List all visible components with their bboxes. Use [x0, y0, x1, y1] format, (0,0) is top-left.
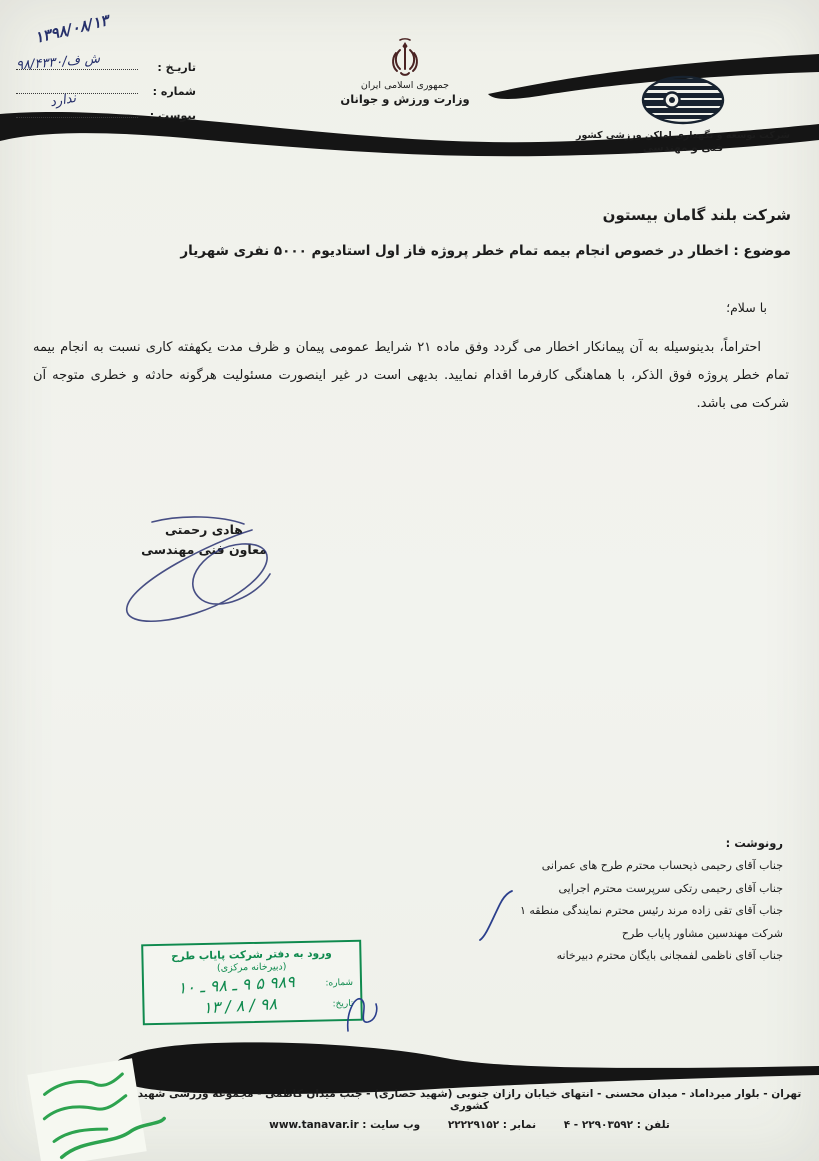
- stamp-number-label: شماره:: [325, 977, 354, 988]
- subject-line: موضوع : اخطار در خصوص انجام بیمه تمام خطر پروژه فاز اول استادیوم ۵۰۰۰ نفری شهریار: [180, 243, 791, 259]
- stamp-number-value: ۹۸۹ ۵ ۹ ـ ۹۸ ـ ۱۰: [177, 972, 296, 998]
- signer-title: معاون فنی مهندسی: [141, 542, 267, 557]
- handwritten-letter-number: ۹۸/۴۳۳۰/ش ف: [15, 51, 101, 74]
- republic-title: جمهوری اسلامی ایران: [360, 80, 450, 91]
- pen-initials-scrawl: [338, 986, 388, 1044]
- footer-address: تهران - بلوار میرداماد - میدان محسنی - انتهای خیابان رازان جنوبی (شهید حصاری) - جنب میدان کاظمی - مجموعه ورزشی شهید کشوری: [137, 1088, 802, 1112]
- attachment-row: [16, 98, 196, 122]
- company-department: فنی و مهندسی: [642, 142, 724, 154]
- footer-fax: نمابر : ۲۲۲۲۹۱۵۲: [447, 1119, 537, 1131]
- number-dotted-line: [16, 92, 138, 94]
- attachment-dotted-line: [16, 116, 138, 118]
- number-label: شماره :: [152, 85, 196, 98]
- company-logo-icon: [641, 74, 725, 126]
- header-company-block: [561, 74, 805, 154]
- footer-phone: تلفن : ۲۲۹۰۳۵۹۲ - ۴: [563, 1119, 670, 1131]
- number-row: [16, 74, 196, 98]
- iran-emblem-icon: [390, 38, 420, 78]
- footer-website: وب سایت : www.tanavar.ir: [269, 1119, 421, 1131]
- pen-checkmark: [474, 888, 534, 948]
- attachment-label: پیوست :: [149, 109, 196, 122]
- date-label: تاریـخ :: [157, 61, 196, 74]
- footer: [128, 1088, 811, 1131]
- ministry-title: وزارت ورزش و جوانان: [340, 92, 470, 106]
- stamp-date-value: ۹۸ / ۸ / ۱۳: [202, 994, 278, 1018]
- letter-body: احتراماً، بدینوسیله به آن پیمانکار اخطار می گردد وفق ماده ۲۱ شرایط عمومی پیمان و ظرف مدت یکهفته کاری نسبت به انجام بیمه تمام خطر پروژه فوق الذکر، با هماهنگی کارفرما اقدام نمایید. بدیهی است در غیر اینصورت مسئولیت هرگونه حادثه و خطری متوجه آن شرکت می باشد.: [33, 340, 789, 411]
- footer-contact-line: [128, 1119, 811, 1131]
- cc-item: شرکت مهندسین مشاور پایاب طرح: [621, 926, 783, 940]
- header-ministry-block: [318, 38, 492, 106]
- cc-item: جناب آقای رحیمی رتکی سرپرست محترم اجرایی: [558, 881, 783, 895]
- company-name: شرکت توسعه و نگهداری اماکن ورزشی کشور: [575, 130, 791, 141]
- stamp-subtitle: (دبیرخانه مرکزی): [216, 961, 287, 974]
- recipient-name: شرکت بلند گامان بیستون: [602, 206, 791, 224]
- handwritten-date: ۱۳۹۸/۰۸/۱۳: [32, 11, 111, 47]
- stamp-date-label: تاریخ:: [332, 998, 354, 1009]
- signature-scrawl: [92, 512, 322, 642]
- cc-item: جناب آقای رحیمی ذیحساب محترم طرح های عمرانی: [541, 859, 783, 872]
- cc-label: رونوشت :: [725, 836, 783, 850]
- handwritten-attachment-value: ندارد: [48, 90, 78, 111]
- cc-section: [520, 836, 783, 968]
- cc-item: جناب آقای تقی زاده مرند رئیس محترم نمایندگی منطقه ۱: [519, 904, 783, 917]
- salutation: با سلام؛: [726, 300, 767, 315]
- receipt-stamp: [141, 940, 363, 1026]
- stamp-title: ورود به دفتر شرکت پایاب طرح: [171, 947, 332, 963]
- signer-name: هادی رحمتی: [165, 522, 243, 537]
- cc-item: جناب آقای ناظمی لفمجانی بایگان محترم دبیرخانه: [556, 949, 783, 962]
